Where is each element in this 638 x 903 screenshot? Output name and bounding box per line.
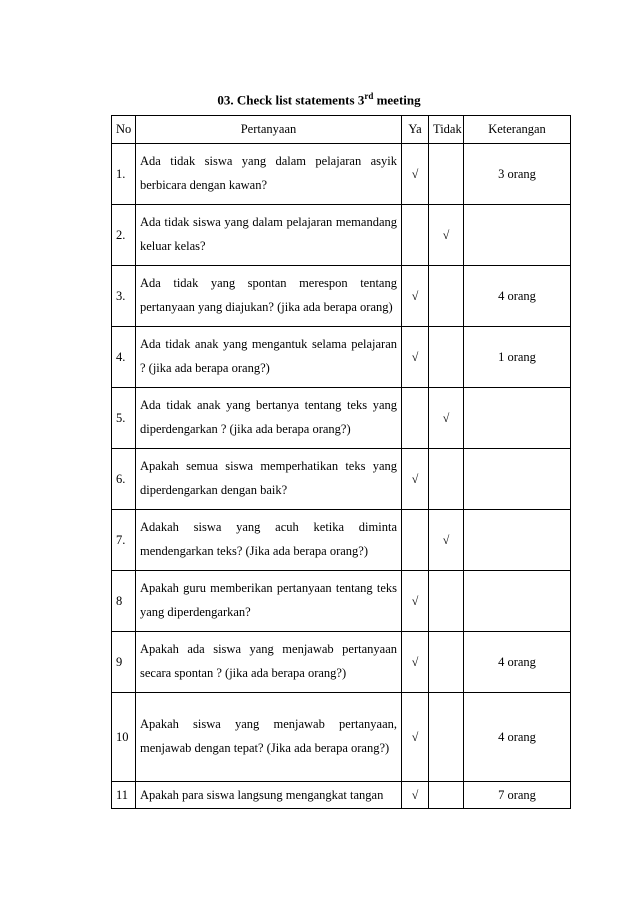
row-keterangan xyxy=(464,449,571,510)
checklist-table xyxy=(111,115,571,809)
row-tidak xyxy=(429,782,464,809)
row-tidak xyxy=(429,571,464,632)
row-question: Ada tidak anak yang mengantuk selama pelajaran ? (jika ada berapa orang?) xyxy=(136,327,402,388)
table-row xyxy=(112,693,571,782)
row-tidak xyxy=(429,327,464,388)
table-row xyxy=(112,205,571,266)
row-ya: √ xyxy=(402,693,429,782)
row-tidak: √ xyxy=(429,205,464,266)
row-ya: √ xyxy=(402,327,429,388)
row-keterangan xyxy=(464,388,571,449)
table-row xyxy=(112,449,571,510)
row-ya: √ xyxy=(402,449,429,510)
row-ya: √ xyxy=(402,144,429,205)
row-tidak xyxy=(429,449,464,510)
table-row xyxy=(112,632,571,693)
table-row xyxy=(112,782,571,809)
row-keterangan xyxy=(464,571,571,632)
table-row xyxy=(112,571,571,632)
row-number: 3. xyxy=(112,266,136,327)
row-question: Adakah siswa yang acuh ketika diminta mendengarkan teks? (Jika ada berapa orang?) xyxy=(136,510,402,571)
table-row xyxy=(112,510,571,571)
row-question: Ada tidak siswa yang dalam pelajaran memandang keluar kelas? xyxy=(136,205,402,266)
row-question: Ada tidak yang spontan merespon tentang pertanyaan yang diajukan? (jika ada berapa orang) xyxy=(136,266,402,327)
row-keterangan: 1 orang xyxy=(464,327,571,388)
table-row xyxy=(112,144,571,205)
row-keterangan: 4 orang xyxy=(464,632,571,693)
row-ya: √ xyxy=(402,266,429,327)
row-number: 6. xyxy=(112,449,136,510)
row-keterangan: 4 orang xyxy=(464,693,571,782)
row-tidak: √ xyxy=(429,388,464,449)
row-ya xyxy=(402,205,429,266)
row-ya: √ xyxy=(402,571,429,632)
row-keterangan: 4 orang xyxy=(464,266,571,327)
table-row xyxy=(112,266,571,327)
table-row xyxy=(112,388,571,449)
row-number: 4. xyxy=(112,327,136,388)
row-keterangan xyxy=(464,205,571,266)
row-number: 2. xyxy=(112,205,136,266)
row-keterangan: 3 orang xyxy=(464,144,571,205)
header-row xyxy=(112,116,571,144)
row-tidak xyxy=(429,632,464,693)
row-ya: √ xyxy=(402,632,429,693)
row-number: 5. xyxy=(112,388,136,449)
row-keterangan: 7 orang xyxy=(464,782,571,809)
row-question: Apakah semua siswa memperhatikan teks yang diperdengarkan dengan baik? xyxy=(136,449,402,510)
row-ya xyxy=(402,388,429,449)
row-question: Ada tidak anak yang bertanya tentang teks yang diperdengarkan ? (jika ada berapa orang?) xyxy=(136,388,402,449)
header-no: No xyxy=(112,116,136,144)
header-tidak: Tidak xyxy=(429,116,464,144)
row-question: Apakah guru memberikan pertanyaan tentang teks yang diperdengarkan? xyxy=(136,571,402,632)
document-title: 03. Check list statements 3rd meeting xyxy=(217,91,421,108)
row-question: Ada tidak siswa yang dalam pelajaran asyik berbicara dengan kawan? xyxy=(136,144,402,205)
row-tidak xyxy=(429,144,464,205)
header-question: Pertanyaan xyxy=(136,116,402,144)
row-question: Apakah para siswa langsung mengangkat tangan xyxy=(136,782,402,809)
table-row xyxy=(112,327,571,388)
row-tidak: √ xyxy=(429,510,464,571)
row-number: 11 xyxy=(112,782,136,809)
row-number: 10 xyxy=(112,693,136,782)
row-tidak xyxy=(429,693,464,782)
row-ya: √ xyxy=(402,782,429,809)
row-keterangan xyxy=(464,510,571,571)
header-keterangan: Keterangan xyxy=(464,116,571,144)
row-question: Apakah ada siswa yang menjawab pertanyaan secara spontan ? (jika ada berapa orang?) xyxy=(136,632,402,693)
row-number: 9 xyxy=(112,632,136,693)
row-number: 7. xyxy=(112,510,136,571)
row-number: 8 xyxy=(112,571,136,632)
row-number: 1. xyxy=(112,144,136,205)
header-ya: Ya xyxy=(402,116,429,144)
row-ya xyxy=(402,510,429,571)
row-tidak xyxy=(429,266,464,327)
row-question: Apakah siswa yang menjawab pertanyaan, menjawab dengan tepat? (Jika ada berapa orang?) xyxy=(136,693,402,782)
